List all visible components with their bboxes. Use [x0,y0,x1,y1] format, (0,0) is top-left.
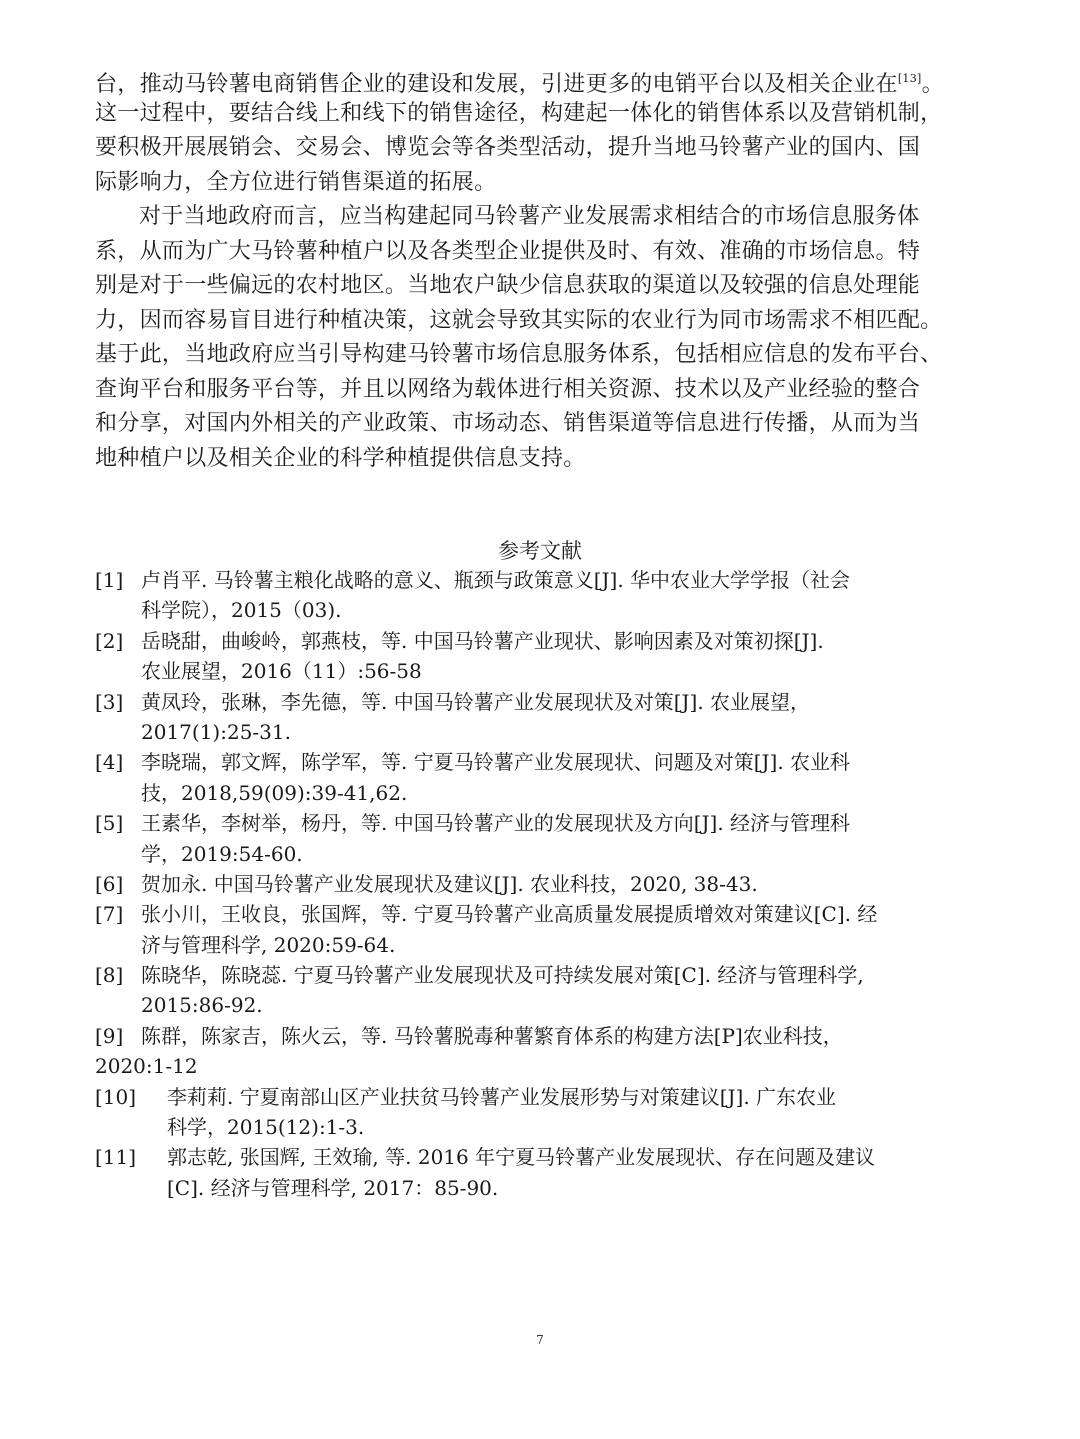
reference-item-3 [95,687,1005,748]
reference-text: 学，2019:54-60. [141,841,303,866]
reference-text: 陈群，陈家吉，陈火云，等. 马铃薯脱毒种薯繁育体系的构建方法[P]农业科技， [141,1023,843,1048]
body-line-6: 系，从而为广大马铃薯种植户以及各类型企业提供及时、有效、准确的市场信息。特 [95,238,921,264]
body-line-1 [95,62,995,97]
reference-text: 2020:1-12 [95,1054,198,1079]
reference-text: 岳晓甜，曲峻岭，郭燕枝，等. 中国马铃薯产业现状、影响因素及对策初探[J]. [141,628,824,653]
body-line-8: 力，因而容易盲目进行种植决策，这就会导致其实际的农业行为同市场需求不相匹配。 [95,307,943,333]
references-title: 参考文献 [498,539,582,563]
body-line-1-tail: 。 [921,72,944,97]
reference-number: [5] [95,811,124,836]
reference-text: 张小川，王收良，张国辉，等. 宁夏马铃薯产业高质量发展提质增效对策建议[C]. 经 [141,902,878,927]
reference-number: [2] [95,628,124,653]
reference-text: [C]. 经济与管理科学, 2017：85-90. [167,1175,499,1200]
reference-item-6 [95,869,1005,899]
reference-text: 科学院），2015（03). [141,598,342,623]
reference-item-7 [95,899,1005,960]
reference-number: [11] [95,1145,137,1170]
reference-text: 贺加永. 中国马铃薯产业发展现状及建议[J]. 农业科技，2020, 38-43. [141,871,758,896]
reference-text: 2017(1):25-31. [141,719,291,744]
body-line-5: 对于当地政府而言，应当构建起同马铃薯产业发展需求相结合的市场信息服务体 [139,204,920,229]
reference-item-10 [95,1082,1005,1143]
reference-text: 李晓瑞，郭文辉，陈学军，等. 宁夏马铃薯产业发展现状、问题及对策[J]. 农业科 [141,750,851,775]
reference-text: 卢肖平. 马铃薯主粮化战略的意义、瓶颈与政策意义[J]. 华中农业大学学报（社会 [141,568,851,592]
page-number: 7 [536,1333,544,1347]
body-line-11: 和分享，对国内外相关的产业政策、市场动态、销售渠道等信息进行传播，从而为当 [95,411,921,436]
reference-list [95,565,1005,1203]
body-line-1-text: 台，推动马铃薯电商销售企业的建设和发展，引进更多的电销平台以及相关企业在 [95,72,898,97]
reference-number: [7] [95,902,124,927]
body-line-3: 要积极开展展销会、交易会、博览会等各类型活动，提升当地马铃薯产业的国内、国 [95,135,921,160]
reference-item-2 [95,626,1005,687]
reference-number: [9] [95,1023,124,1048]
reference-number: [3] [95,689,124,714]
reference-text: 陈晓华，陈晓蕊. 宁夏马铃薯产业发展现状及可持续发展对策[C]. 经济与管理科学, [141,963,864,988]
reference-text: 2015:86-92. [141,993,263,1018]
reference-number: [1] [95,568,124,592]
reference-text: 技，2018,59(09):39-41,62. [141,780,408,805]
body-paragraphs [95,62,995,476]
reference-text: 王素华，李树举，杨丹，等. 中国马铃薯产业的发展现状及方向[J]. 经济与管理科 [141,811,851,836]
body-line-12: 地种植户以及相关企业的科学种植提供信息支持。 [95,445,586,471]
reference-text: 农业展望，2016（11）:56-58 [141,659,422,684]
reference-item-8 [95,960,1005,1021]
body-line-10: 查询平台和服务平台等，并且以网络为载体进行相关资源、技术以及产业经验的整合 [95,376,921,402]
reference-text: 黄凤玲，张琳，李先德，等. 中国马铃薯产业发展现状及对策[J]. 农业展望， [141,689,811,714]
reference-text: 郭志乾, 张国辉, 王效瑜, 等. 2016 年宁夏马铃薯产业发展现状、存在问题及建议 [167,1145,876,1170]
reference-text: 科学，2015(12):1-3. [167,1115,365,1140]
reference-number: [4] [95,750,124,775]
reference-number: [8] [95,963,124,988]
body-line-9: 基于此，当地政府应当引导构建马铃薯市场信息服务体系，包括相应信息的发布平台、 [95,342,943,367]
reference-item-5 [95,808,1005,869]
body-line-4: 际影响力，全方位进行销售渠道的拓展。 [95,169,497,195]
reference-number: [6] [95,871,124,896]
reference-item-9 [95,1021,1005,1082]
reference-item-11 [95,1142,1005,1203]
citation-marker: [13] [897,72,922,85]
reference-item-4 [95,747,1005,808]
reference-item-1 [95,565,1005,626]
reference-number: [10] [95,1084,137,1109]
body-line-7: 别是对于一些偏远的农村地区。当地农户缺少信息获取的渠道以及较强的信息处理能 [95,273,921,298]
reference-text: 济与管理科学, 2020:59-64. [141,932,396,957]
reference-text: 李莉莉. 宁夏南部山区产业扶贫马铃薯产业发展形势与对策建议[J]. 广东农业 [167,1084,837,1109]
body-line-2: 这一过程中，要结合线上和线下的销售途径，构建起一体化的销售体系以及营销机制， [95,100,943,126]
